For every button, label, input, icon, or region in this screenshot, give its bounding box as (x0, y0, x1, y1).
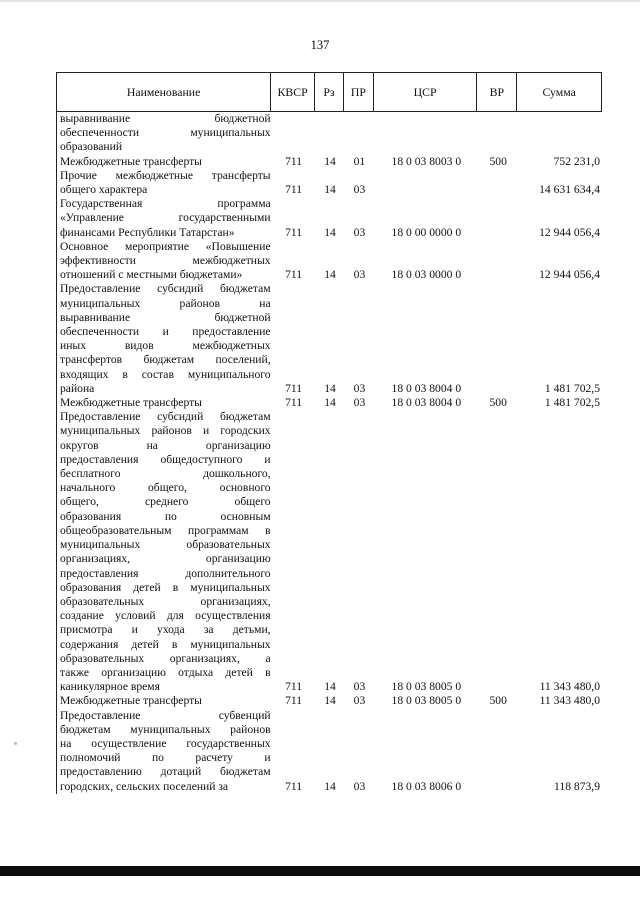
cell-name (57, 197, 272, 240)
cell-kvsr: 711 (285, 381, 303, 395)
name-line: Межбюджетные трансферты (60, 396, 202, 410)
table-row (57, 169, 602, 197)
header-rz: Рз (315, 73, 344, 111)
name-line: образовательных организациях, (60, 594, 271, 608)
cell-pr: 03 (353, 694, 366, 708)
cell-pr: 03 (353, 225, 366, 239)
name-line: иных видов межбюджетных (60, 339, 271, 353)
name-line: финансами Республики Татарстан» (60, 225, 235, 239)
cell-name (57, 709, 272, 794)
scan-bottom-bar (0, 866, 640, 876)
cell-kvsr: 711 (285, 694, 303, 708)
name-line: на осуществление государственных (60, 736, 271, 750)
cell-csr: 18 0 03 8005 0 (391, 694, 462, 708)
name-line: предоставления дополнительного (60, 566, 271, 580)
name-line: отношений с местными бюджетами» (60, 268, 243, 282)
name-line: полномочий по расчету и (60, 751, 271, 765)
cell-kvsr: 711 (285, 680, 303, 694)
header-sum: Сумма (542, 84, 576, 99)
name-line: района (60, 381, 95, 395)
cell-vr: 500 (489, 154, 507, 168)
cell-kvsr: 711 (285, 779, 303, 793)
cell-rz: 14 (324, 183, 336, 197)
cell-rz: 14 (324, 154, 336, 168)
cell-name (57, 694, 272, 708)
cell-sum: 11 343 480,0 (539, 680, 600, 694)
cell-csr: 18 0 03 8003 0 (391, 154, 462, 168)
name-line: содержания детей в муниципальных (60, 637, 271, 651)
name-line: образования по основным (60, 509, 271, 523)
scan-speck (14, 742, 17, 745)
table-row (57, 410, 602, 694)
cell-csr: 18 0 00 0000 0 (391, 225, 462, 239)
name-line: трансфертов бюджетам поселений, (60, 353, 271, 367)
name-line: Межбюджетные трансферты (60, 154, 202, 168)
table-row (57, 709, 602, 794)
name-line: образований (60, 140, 123, 154)
cell-sum: 1 481 702,5 (544, 381, 600, 395)
name-line: Предоставление субсидий бюджетам (60, 410, 271, 424)
name-line: эффективности межбюджетных (60, 254, 271, 268)
name-line: выравнивание бюджетной (60, 112, 271, 125)
name-line: предоставлению дотаций бюджетам (60, 765, 271, 779)
name-line: выравнивание бюджетной (60, 310, 271, 324)
name-line: муниципальных образовательных (60, 538, 271, 552)
cell-sum: 1 481 702,5 (544, 396, 600, 410)
cell-sum: 118 873,9 (554, 779, 600, 793)
scan-top-edge (0, 0, 640, 2)
name-line: каникулярное время (60, 680, 160, 694)
cell-pr: 03 (353, 680, 366, 694)
cell-rz: 14 (324, 680, 336, 694)
cell-kvsr: 711 (285, 268, 303, 282)
cell-sum: 752 231,0 (553, 154, 600, 168)
name-line: также организацию отдыха детей в (60, 665, 271, 679)
name-line: обеспеченности и предоставление (60, 325, 271, 339)
page-number: 137 (310, 38, 330, 52)
cell-rz: 14 (324, 396, 336, 410)
table-row (57, 112, 602, 155)
cell-kvsr: 711 (285, 225, 303, 239)
cell-name (57, 282, 272, 396)
cell-name (57, 396, 272, 410)
cell-csr: 18 0 03 8004 0 (391, 381, 462, 395)
name-line: бюджетам муниципальных районов (60, 722, 271, 736)
table-row (57, 396, 602, 410)
name-line: бесплатного дошкольного, (60, 467, 271, 481)
cell-csr: 18 0 03 8005 0 (391, 680, 462, 694)
name-line: муниципальных районов и городских (60, 424, 271, 438)
cell-csr: 18 0 03 8006 0 (391, 779, 462, 793)
budget-table (56, 72, 602, 794)
cell-vr: 500 (489, 396, 507, 410)
name-line: Предоставление субсидий бюджетам (60, 282, 271, 296)
cell-pr: 03 (353, 381, 366, 395)
cell-sum: 14 631 634,4 (539, 183, 600, 197)
name-line: Прочие межбюджетные трансферты (60, 168, 271, 182)
name-line: образования детей в муниципальных (60, 580, 271, 594)
name-line: обеспеченности муниципальных (60, 126, 271, 140)
header-kvsr: КВСР (271, 73, 315, 111)
cell-pr: 03 (353, 396, 366, 410)
cell-name (57, 410, 272, 694)
name-line: муниципальных районов на (60, 296, 271, 310)
cell-rz: 14 (324, 225, 336, 239)
cell-rz: 14 (324, 694, 336, 708)
name-line: начального общего, основного (60, 481, 271, 495)
table-body (56, 112, 602, 794)
name-line: предоставления общедоступного и (60, 452, 271, 466)
name-line: Межбюджетные трансферты (60, 694, 202, 708)
cell-kvsr: 711 (285, 183, 303, 197)
cell-rz: 14 (324, 779, 336, 793)
header-vr: ВР (477, 73, 517, 111)
name-line: Основное мероприятие «Повышение (60, 239, 271, 253)
cell-csr: 18 0 03 8004 0 (391, 396, 462, 410)
table-row (57, 240, 602, 283)
cell-sum: 12 944 056,4 (539, 225, 600, 239)
name-line: городских, сельских поселений за (60, 779, 229, 793)
name-line: образовательных организациях, а (60, 651, 271, 665)
table-row (57, 155, 602, 169)
name-line: общего характера (60, 183, 148, 197)
name-line: округов на организацию (60, 438, 271, 452)
cell-name (57, 155, 272, 169)
header-csr: ЦСР (374, 73, 478, 111)
cell-pr: 01 (353, 154, 366, 168)
name-line: общего, среднего общего (60, 495, 271, 509)
cell-pr: 03 (353, 183, 366, 197)
cell-sum: 12 944 056,4 (539, 268, 600, 282)
name-line: организациях, организацию (60, 552, 271, 566)
cell-vr: 500 (489, 694, 507, 708)
cell-rz: 14 (324, 381, 336, 395)
name-line: создание условий для осуществления (60, 609, 271, 623)
name-line: Государственная программа (60, 197, 271, 211)
cell-name (57, 240, 272, 283)
name-line: входящих в состав муниципального (60, 367, 271, 381)
name-line: Предоставление субвенций (60, 708, 271, 722)
table-row (57, 282, 602, 396)
cell-sum: 11 343 480,0 (539, 694, 600, 708)
cell-pr: 03 (353, 779, 366, 793)
cell-kvsr: 711 (285, 154, 303, 168)
name-line: присмотра и ухода за детьми, (60, 623, 271, 637)
header-pr: ПР (344, 73, 374, 111)
table-header (56, 72, 602, 112)
cell-csr: 18 0 03 0000 0 (391, 268, 462, 282)
cell-rz: 14 (324, 268, 336, 282)
table-row (57, 197, 602, 240)
cell-pr: 03 (353, 268, 366, 282)
table-row (57, 694, 602, 708)
header-name: Наименование (57, 73, 271, 111)
cell-name (57, 112, 272, 155)
name-line: «Управление государственными (60, 211, 271, 225)
cell-kvsr: 711 (285, 396, 303, 410)
cell-name (57, 169, 272, 197)
name-line: общеобразовательным программам в (60, 523, 271, 537)
